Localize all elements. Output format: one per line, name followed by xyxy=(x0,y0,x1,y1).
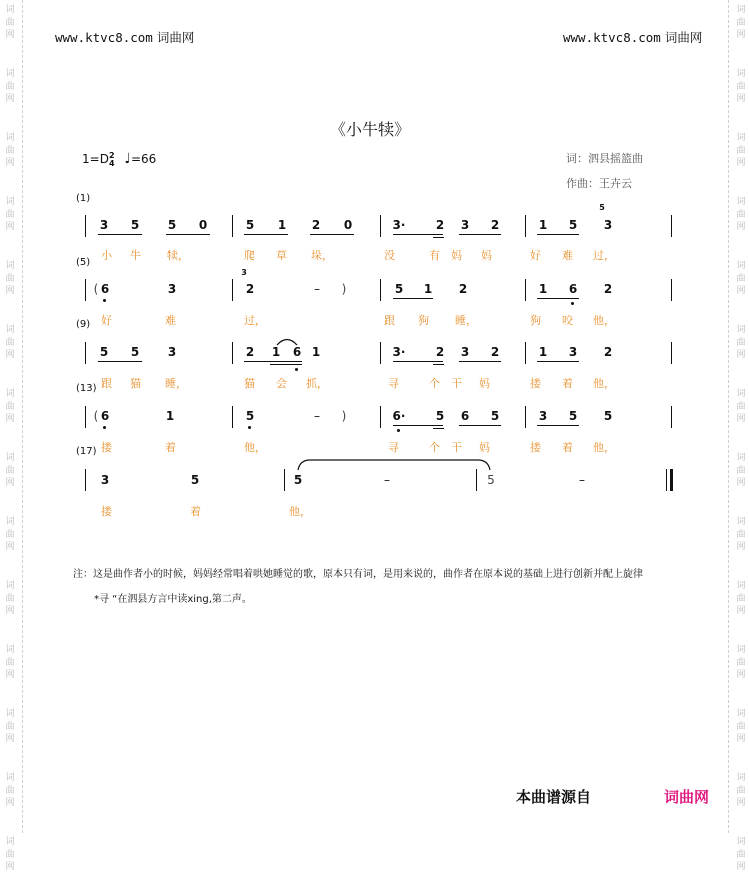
beam xyxy=(393,298,433,299)
lyric: 睡， xyxy=(165,377,187,390)
slur xyxy=(276,336,298,346)
note: 1 xyxy=(277,218,287,232)
lyric: 好 xyxy=(101,314,112,327)
beam xyxy=(166,234,210,235)
note: 1 xyxy=(423,282,433,296)
lyric: 睡， xyxy=(455,314,477,327)
note: 2 xyxy=(311,218,321,232)
repeat-paren: ( xyxy=(93,409,99,423)
note: 5 xyxy=(167,218,177,232)
lyric: 妈 xyxy=(479,377,490,390)
lyric: 着 xyxy=(190,505,201,518)
low-octave-dot xyxy=(103,299,106,302)
barline xyxy=(232,342,233,364)
barline xyxy=(380,342,381,364)
footnote-2: *寻 “在泗县方言中读xing,第二声。 xyxy=(94,594,252,605)
grace-note: 5 xyxy=(599,203,605,212)
composer: 作曲：王卉云 xyxy=(566,177,632,190)
lyric: 咬 xyxy=(562,314,573,327)
repeat-paren: ) xyxy=(341,409,347,423)
lyric: 狗 xyxy=(418,314,429,327)
barline xyxy=(476,469,477,491)
note: 5 xyxy=(293,473,303,487)
note: 2 xyxy=(245,345,255,359)
lyric: 抓， xyxy=(306,377,328,390)
lyric: 好 xyxy=(530,249,541,262)
note: 5 xyxy=(435,409,445,423)
lyric: 难 xyxy=(562,249,573,262)
note: 3· xyxy=(392,345,406,359)
barline xyxy=(525,279,526,301)
beam xyxy=(459,361,501,362)
left-watermark-strip: 词 曲 网 词 曲 网 词 曲 网 词 曲 网 词 曲 网 词 曲 网 词 曲 网 词 曲 网 词 曲 网 词 曲 网 词 曲 网 词 曲 网 词 曲 网 词 曲 网 xyxy=(5,5,15,872)
note: 3 xyxy=(100,473,110,487)
low-octave-dot xyxy=(295,368,298,371)
barline xyxy=(671,215,672,237)
note: 6· xyxy=(392,409,406,423)
lyric: 跟 xyxy=(101,377,112,390)
lyric: 搂 xyxy=(101,441,112,454)
note: 1 xyxy=(538,282,548,296)
key-signature xyxy=(82,151,156,168)
extension-dash: – xyxy=(579,473,585,487)
note: 2 xyxy=(245,282,255,296)
lyric: 着 xyxy=(165,441,176,454)
grace-note: 3 xyxy=(241,268,247,277)
lyric: 他， xyxy=(593,314,615,327)
note: 1 xyxy=(538,345,548,359)
beam xyxy=(310,234,354,235)
note: 5 xyxy=(490,409,500,423)
note: 5 xyxy=(245,409,255,423)
note: 1 xyxy=(311,345,321,359)
site-url: www.ktvc8.com xyxy=(55,30,153,45)
note: 3 xyxy=(167,345,177,359)
lyric: 过， xyxy=(244,314,266,327)
low-octave-dot xyxy=(248,426,251,429)
beam xyxy=(244,361,302,362)
note: 2 xyxy=(490,218,500,232)
lyric: 小 xyxy=(101,249,112,262)
beam xyxy=(433,364,444,365)
note: 1 xyxy=(538,218,548,232)
lyric: 难 xyxy=(165,314,176,327)
barline xyxy=(284,469,285,491)
source-site: 词曲网 xyxy=(664,788,710,806)
extension-dash: – xyxy=(314,282,320,296)
left-divider xyxy=(22,0,23,833)
time-signature xyxy=(109,152,115,168)
time-numerator: 2 xyxy=(108,150,115,160)
lyric: 寻 xyxy=(388,377,399,390)
key-text: 1=D xyxy=(82,152,109,166)
lyric: 他， xyxy=(593,441,615,454)
barline xyxy=(671,279,672,301)
tempo-text: =66 xyxy=(130,152,157,166)
beam xyxy=(537,361,579,362)
right-watermark-strip: 词 曲 网 词 曲 网 词 曲 网 词 曲 网 词 曲 网 词 曲 网 词 曲 网 词 曲 网 词 曲 网 词 曲 网 词 曲 网 词 曲 网 词 曲 网 词 曲 网 xyxy=(736,5,746,872)
barline xyxy=(671,342,672,364)
note: 5 xyxy=(394,282,404,296)
quarter-note-icon: ♩ xyxy=(124,151,131,167)
note: 5 xyxy=(245,218,255,232)
lyric: 着 xyxy=(562,377,573,390)
header-watermark-left xyxy=(55,28,194,46)
lyric: 垛， xyxy=(311,249,333,262)
lyric: 他， xyxy=(289,505,311,518)
barline xyxy=(232,406,233,428)
source-label: 本曲谱源自 xyxy=(516,788,592,806)
lyric: 猫 xyxy=(244,377,255,390)
barline xyxy=(671,406,672,428)
note: 2 xyxy=(603,282,613,296)
barline xyxy=(380,279,381,301)
time-denominator: 4 xyxy=(108,158,115,168)
barline xyxy=(85,342,86,364)
beam xyxy=(459,425,501,426)
beam xyxy=(393,425,443,426)
lyric: 犊， xyxy=(167,249,189,262)
lyric: 跟 xyxy=(384,314,395,327)
barline xyxy=(525,406,526,428)
lyric: 他， xyxy=(244,441,266,454)
beam xyxy=(244,234,288,235)
measure-label: (9) xyxy=(76,319,91,330)
lyric: 牛 xyxy=(130,249,141,262)
note: 2 xyxy=(435,345,445,359)
lyric: 会 xyxy=(276,377,287,390)
barline xyxy=(525,342,526,364)
lyric: 个 xyxy=(429,377,440,390)
measure-label: (17) xyxy=(76,446,97,457)
lyric: 干 xyxy=(451,377,462,390)
note: 0 xyxy=(343,218,353,232)
tie xyxy=(296,457,492,471)
note: 5 xyxy=(568,218,578,232)
footnote-1: 注：这是曲作者小的时候，妈妈经常唱着哄她睡觉的歌，原本只有词，是用来说的，曲作者在原本说的基础上进行创新并配上旋律 xyxy=(73,569,643,580)
beam xyxy=(393,361,443,362)
lyric: 个 xyxy=(429,441,440,454)
lyric: 搂 xyxy=(530,441,541,454)
lyric: 搂 xyxy=(530,377,541,390)
note: 5 xyxy=(603,409,613,423)
low-octave-dot xyxy=(571,302,574,305)
barline xyxy=(380,406,381,428)
note: 1 xyxy=(271,345,281,359)
beam xyxy=(98,361,142,362)
beam xyxy=(459,234,501,235)
barline xyxy=(85,469,86,491)
right-divider xyxy=(728,0,729,833)
lyricist: 词：泗县摇篮曲 xyxy=(566,152,643,165)
extension-dash: – xyxy=(384,473,390,487)
beam xyxy=(98,234,142,235)
low-octave-dot xyxy=(397,429,400,432)
site-url: www.ktvc8.com xyxy=(563,30,661,45)
note: 3 xyxy=(460,218,470,232)
note: 3 xyxy=(460,345,470,359)
low-octave-dot xyxy=(103,426,106,429)
lyric: 爬 xyxy=(244,249,255,262)
note: 6 xyxy=(460,409,470,423)
barline xyxy=(525,215,526,237)
note: 6 xyxy=(100,282,110,296)
site-name: 词曲网 xyxy=(156,30,195,45)
header-watermark-right xyxy=(563,28,702,46)
measure-label: (13) xyxy=(76,383,97,394)
note: 3 xyxy=(99,218,109,232)
barline xyxy=(666,469,667,491)
beam xyxy=(433,428,444,429)
note: 5 xyxy=(130,218,140,232)
repeat-paren: ) xyxy=(341,282,347,296)
lyric: 没 xyxy=(384,249,395,262)
lyric: 他， xyxy=(593,377,615,390)
beam xyxy=(393,234,443,235)
lyric: 妈 xyxy=(451,249,462,262)
note: 5 xyxy=(487,473,495,487)
note: 3· xyxy=(392,218,406,232)
note: 5 xyxy=(99,345,109,359)
lyric: 妈 xyxy=(481,249,492,262)
song-title: 《小牛犊》 xyxy=(330,120,411,139)
note: 0 xyxy=(198,218,208,232)
note: 2 xyxy=(490,345,500,359)
note: 3 xyxy=(603,218,613,232)
lyric: 猫 xyxy=(130,377,141,390)
lyric: 过， xyxy=(593,249,615,262)
beam xyxy=(537,298,579,299)
lyric: 草 xyxy=(276,249,287,262)
extension-dash: – xyxy=(314,409,320,423)
final-barline xyxy=(670,469,673,491)
note: 2 xyxy=(603,345,613,359)
note: 3 xyxy=(568,345,578,359)
beam xyxy=(537,234,579,235)
note: 6 xyxy=(568,282,578,296)
beam xyxy=(433,237,444,238)
note: 6 xyxy=(100,409,110,423)
barline xyxy=(380,215,381,237)
note: 3 xyxy=(538,409,548,423)
lyric: 搂 xyxy=(101,505,112,518)
lyric: 着 xyxy=(562,441,573,454)
note: 5 xyxy=(130,345,140,359)
lyric: 狗 xyxy=(530,314,541,327)
lyric: 有 xyxy=(429,249,440,262)
note: 1 xyxy=(165,409,175,423)
note: 5 xyxy=(190,473,200,487)
note: 3 xyxy=(167,282,177,296)
lyric: 妈 xyxy=(479,441,490,454)
repeat-paren: ( xyxy=(93,282,99,296)
site-name: 词曲网 xyxy=(664,30,703,45)
lyric: 干 xyxy=(451,441,462,454)
measure-label: (1) xyxy=(76,193,91,204)
lyric: 寻 xyxy=(388,441,399,454)
barline xyxy=(85,215,86,237)
note: 2 xyxy=(458,282,468,296)
beam xyxy=(537,425,579,426)
barline xyxy=(232,279,233,301)
note: 2 xyxy=(435,218,445,232)
beam xyxy=(270,364,302,365)
note: 5 xyxy=(568,409,578,423)
barline xyxy=(232,215,233,237)
measure-label: (5) xyxy=(76,257,91,268)
note: 6 xyxy=(292,345,302,359)
